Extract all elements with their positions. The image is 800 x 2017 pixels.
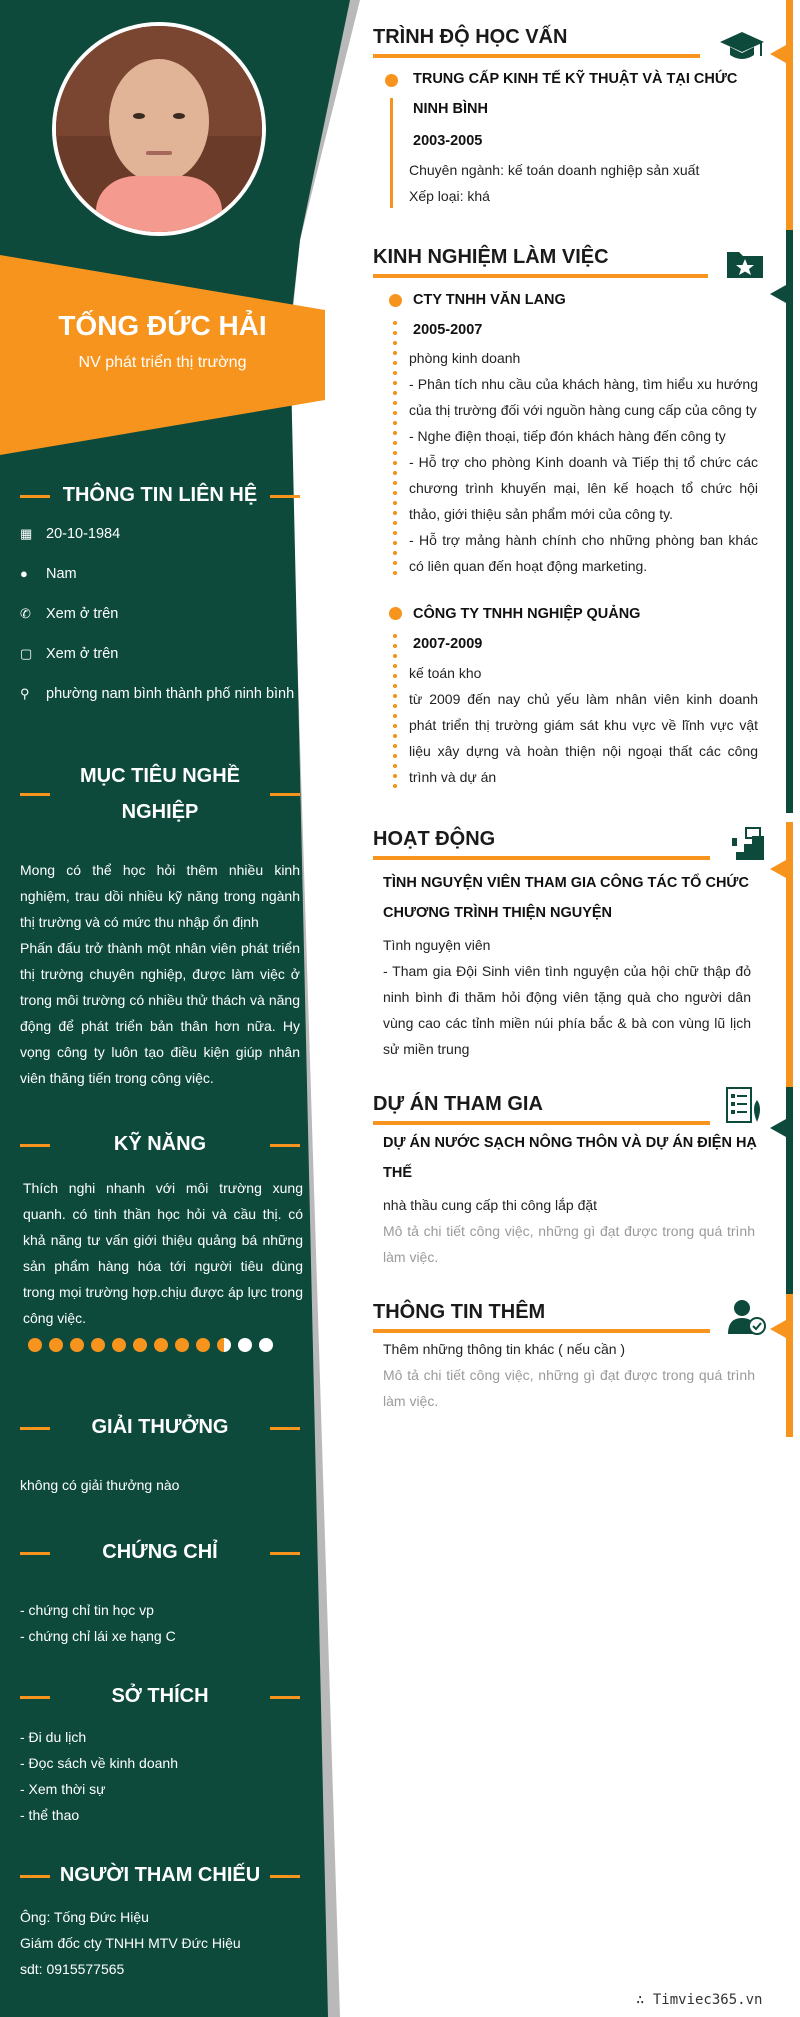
list-item: - thể thao — [20, 1807, 80, 1823]
job-company: CTY TNHH VĂN LANG — [413, 292, 566, 308]
section-bar — [786, 1294, 793, 1437]
location-icon: ⚲ — [20, 686, 30, 701]
references-list — [20, 1904, 241, 1982]
job-description: kế toán kho từ 2009 đến nay chủ yếu làm nhân viên kinh doanh phát triển thị trường giám sát khu vực về lĩnh vực vật liệu xây dựng và hoàn thiện nội ngoại thất các công trình và dự án — [409, 665, 758, 785]
list-item: - chứng chỉ tin học vp — [20, 1602, 154, 1618]
timeline-line — [390, 98, 393, 208]
timeline-bullet — [385, 74, 398, 87]
rating-dot — [28, 1338, 42, 1352]
education-major: Chuyên ngành: kế toán doanh nghiệp sản xuất — [409, 162, 700, 178]
project-placeholder: Mô tả chi tiết công việc, những gì đạt được trong quá trình làm việc. — [383, 1223, 755, 1265]
list-item: - Đi du lịch — [20, 1729, 87, 1745]
section-bar — [786, 1087, 793, 1294]
contact-gender: ● Nam — [20, 562, 77, 586]
objective-text: Mong có thể học hỏi thêm nhiều kinh nghiệm, trau dồi nhiều kỹ năng trong ngành thị trường và có mức thu nhập ổn định Phấn đấu trở thành một nhân viên phát triển thị trường chuyên nghiệp, được làm việc ở trong môi trường có nhiều thử thách và năng động để phát triển bản thân hơn nữa. Hy vọng công ty luôn tạo điều kiện giúp nhân viên thăng tiến trong công việc. — [20, 862, 300, 1086]
additional-heading: THÔNG TIN THÊM — [373, 1301, 546, 1323]
hobbies-heading: SỞ THÍCH — [20, 1679, 300, 1713]
skills-rating — [28, 1338, 280, 1357]
additional-text: Thêm những thông tin khác ( nếu cần ) — [383, 1341, 626, 1357]
contact-phone: ✆ Xem ở trên — [20, 602, 118, 626]
rating-dot — [196, 1338, 210, 1352]
job-period: 2005-2007 — [413, 322, 483, 338]
education-period: 2003-2005 — [413, 133, 483, 149]
section-marker — [770, 1320, 786, 1338]
heading-underline — [373, 274, 708, 278]
section-marker — [770, 285, 786, 303]
skills-text: Thích nghi nhanh với môi trường xung quanh. có tinh thần học hỏi và cầu thị. có khả năng tư vấn giới thiệu quảng bá những sản phẩm hàng hóa tới người tiêu dùng trong mọi trường hợp.chịu được áp lực trong công việc. — [23, 1180, 303, 1326]
calendar-icon: ▦ — [20, 526, 33, 541]
certificates-heading: CHỨNG CHỈ — [20, 1535, 300, 1569]
activity-role: Tình nguyện viên — [383, 937, 491, 953]
section-bar — [786, 0, 793, 230]
list-item: Ông: Tống Đức Hiệu — [20, 1909, 149, 1925]
projects-heading: DỰ ÁN THAM GIA — [373, 1093, 543, 1115]
activities-heading: HOẠT ĐỘNG — [373, 828, 496, 850]
rating-dot — [70, 1338, 84, 1352]
profile-name: TỐNG ĐỨC HẢI — [58, 310, 267, 341]
section-bar — [786, 230, 793, 813]
timeline-dots — [393, 631, 397, 789]
education-heading: TRÌNH ĐỘ HỌC VẤN — [373, 26, 568, 48]
contact-birthday: ▦ 20-10-1984 — [20, 522, 120, 546]
email-icon: ▢ — [20, 646, 33, 661]
list-item: - chứng chỉ lái xe hạng C — [20, 1628, 176, 1644]
checklist-rocket-icon — [725, 1086, 765, 1131]
timeline-bullet — [389, 294, 402, 307]
rating-dot — [175, 1338, 189, 1352]
folder-star-icon — [725, 246, 765, 285]
rating-dot-empty — [238, 1338, 252, 1352]
references-heading: NGƯỜI THAM CHIẾU — [20, 1858, 300, 1892]
rating-dot — [133, 1338, 147, 1352]
heading-underline — [373, 54, 700, 58]
hobbies-list — [20, 1724, 178, 1828]
rating-dot — [112, 1338, 126, 1352]
timeline-bullet — [389, 607, 402, 620]
contact-email: ▢ Xem ở trên — [20, 642, 118, 666]
heading-underline — [373, 1329, 710, 1333]
list-item: - Đọc sách về kinh doanh — [20, 1755, 178, 1771]
contact-heading: THÔNG TIN LIÊN HỆ — [20, 478, 300, 512]
section-marker — [770, 860, 786, 878]
activity-title: TÌNH NGUYỆN VIÊN THAM GIA CÔNG TÁC TỔ CHỨC CHƯƠNG TRÌNH THIỆN NGUYỆN — [383, 875, 749, 921]
job-company: CÔNG TY TNHH NGHIỆP QUẢNG — [413, 606, 641, 622]
section-marker — [770, 45, 786, 63]
education-school: TRUNG CẤP KINH TẾ KỸ THUẬT VÀ TẠI CHỨC NINH BÌNH — [413, 71, 738, 117]
profile-photo — [52, 22, 266, 236]
phone-icon: ✆ — [20, 606, 31, 621]
rating-dot — [154, 1338, 168, 1352]
rating-dot-empty — [259, 1338, 273, 1352]
project-role: nhà thầu cung cấp thi công lắp đặt — [383, 1197, 598, 1213]
footer-brand: ∴ Timviec365.vn — [636, 1992, 763, 2008]
section-marker — [770, 1119, 786, 1137]
profile-job-title: NV phát triển thị trường — [78, 354, 247, 371]
stairs-goal-icon — [726, 826, 766, 867]
list-item: sdt: 0915577565 — [20, 1961, 125, 1977]
contact-address: ⚲ phường nam bình thành phố ninh bình — [20, 682, 294, 706]
experience-heading: KINH NGHIỆM LÀM VIỆC — [373, 246, 609, 268]
objective-heading: MỤC TIÊU NGHỀ NGHIỆP — [20, 758, 300, 830]
timeline-dots — [393, 318, 397, 580]
rating-dot — [49, 1338, 63, 1352]
list-item: - Xem thời sự — [20, 1781, 106, 1797]
user-check-icon — [726, 1298, 766, 1341]
section-bar — [786, 822, 793, 1087]
skills-heading: KỸ NĂNG — [20, 1127, 300, 1161]
additional-placeholder: Mô tả chi tiết công việc, những gì đạt được trong quá trình làm việc. — [383, 1367, 755, 1409]
rating-dot-half — [217, 1338, 231, 1352]
awards-text: không có giải thưởng nào — [20, 1477, 180, 1493]
rating-dot — [91, 1338, 105, 1352]
education-grade: Xếp loại: khá — [409, 188, 490, 204]
heading-underline — [373, 856, 710, 860]
awards-heading: GIẢI THƯỞNG — [20, 1410, 300, 1444]
certificates-list — [20, 1597, 176, 1649]
heading-underline — [373, 1121, 710, 1125]
list-item: Giám đốc cty TNHH MTV Đức Hiệu — [20, 1935, 241, 1951]
person-icon: ● — [20, 566, 28, 581]
job-description: phòng kinh doanh - Phân tích nhu cầu của khách hàng, tìm hiểu xu hướng của thị trường đối với nguồn hàng cung cấp của công ty - Nghe điện thoại, tiếp đón khách hàng đến công ty - Hỗ trợ cho phòng Kinh doanh và Tiếp thị tổ chức các chương trình khuyến mại, lên kế hoạch tổ chức hội thảo, giới thiệu sản phẩm mới của công ty. - Hỗ trợ mảng hành chính cho những phòng ban khác có liên quan đến hoạt động marketing. — [409, 350, 758, 574]
project-title: DỰ ÁN NƯỚC SẠCH NÔNG THÔN VÀ DỰ ÁN ĐIỆN HẠ THẾ — [383, 1135, 757, 1181]
job-period: 2007-2009 — [413, 636, 483, 652]
activity-description: - Tham gia Đội Sinh viên tình nguyện của hội chữ thập đỏ ninh bình đi thăm hỏi động viên tặng quà cho người dân vùng cao các tỉnh miền núi phía bắc & bà con vùng lũ lịch sử miền trung — [383, 963, 751, 1057]
